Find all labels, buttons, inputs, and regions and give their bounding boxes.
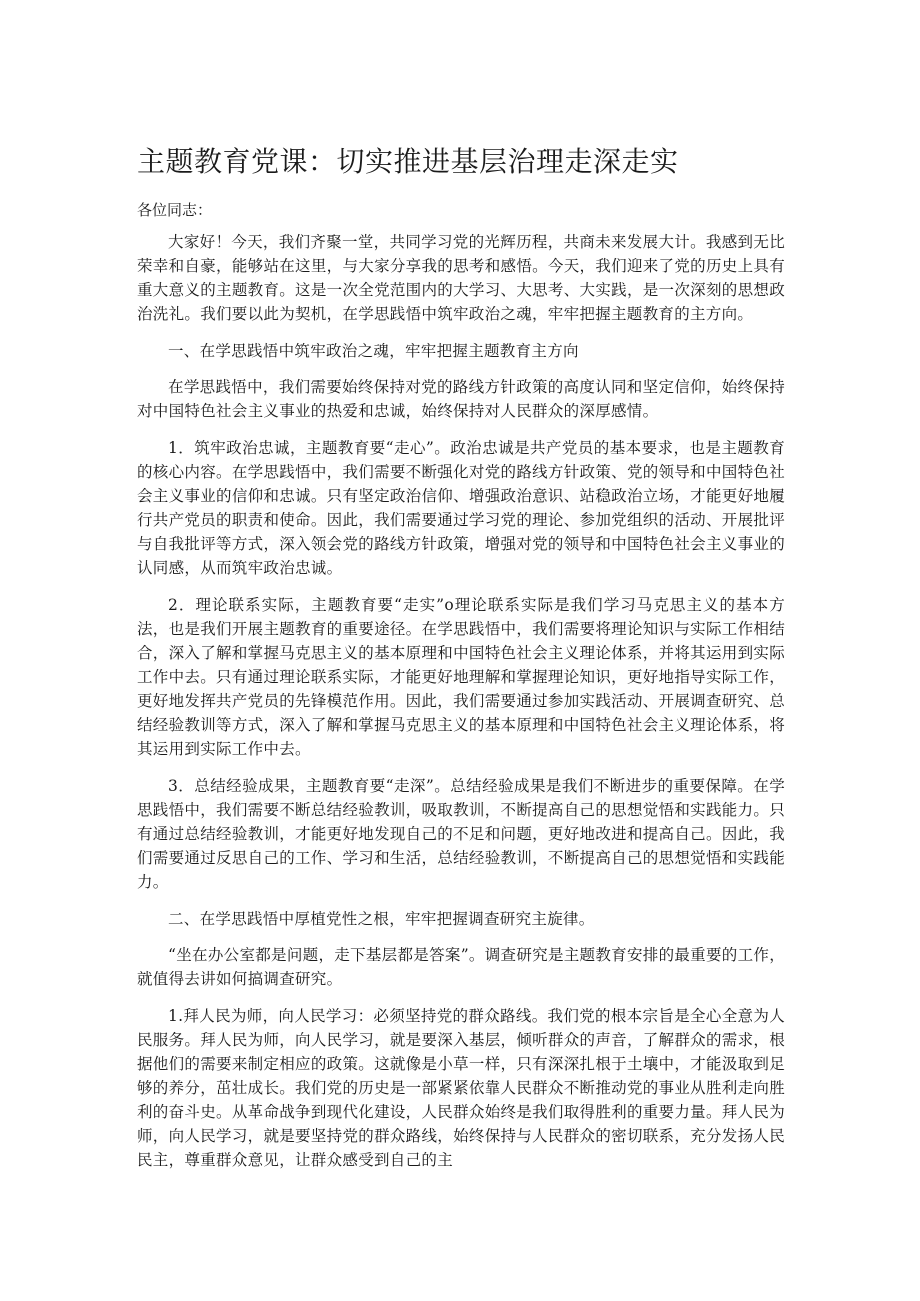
page-title: 主题教育党课：切实推进基层治理走深走实 bbox=[137, 145, 679, 178]
section-heading-2: 二、在学思践悟中厚植党性之根，牢牢把握调查研究主旋律。 bbox=[168, 910, 595, 928]
paragraph-point-2: 2．理论联系实际，主题教育要“走实”o理论联系实际是我们学习马克思主义的基本方法，也是我们开展主题教育的重要途径。在学思践悟中，我们需要将理论知识与实际工作相结合，深入了解和掌握马克思主义的基本原理和中国特色社会主义理论体系，并将其运用到实际工作中去。只有通过理论联系实际，才能更好地理解和掌握理论知识，更好地指导实际工作，更好地发挥共产党员的先锋模范作用。因此，我们需要通过参加实践活动、开展调查研究、总结经验教训等方式，深入了解和掌握马克思主义的基本原理和中国特色社会主义理论体系，将其运用到实际工作中去。 bbox=[137, 596, 785, 758]
paragraph-point-3: 3．总结经验成果，主题教育要“走深”。总结经验成果是我们不断进步的重要保障。在学思践悟中，我们需要不断总结经验教训，吸取教训，不断提高自己的思想觉悟和实践能力。只有通过总结经验教训，才能更好地发现自己的不足和问题，更好地改进和提高自己。因此，我们需要通过反思自己的工作、学习和生活，总结经验教训，不断提高自己的思想觉悟和实践能力。 bbox=[137, 777, 785, 891]
paragraph-intro: 大家好！今天，我们齐聚一堂，共同学习党的光辉历程，共商未来发展大计。我感到无比荣幸和自豪，能够站在这里，与大家分享我的思考和感悟。今天，我们迎来了党的历史上具有重大意义的主题教育。这是一次全党范围内的大学习、大思考、大实践，是一次深刻的思想政治洗礼。我们要以此为契机，在学思践悟中筑牢政治之魂，牢牢把握主题教育的主方向。 bbox=[137, 233, 785, 323]
section-heading-1: 一、在学思践悟中筑牢政治之魂，牢牢把握主题教育主方向 bbox=[168, 342, 579, 360]
salutation: 各位同志： bbox=[137, 201, 213, 219]
paragraph-point-1b: 1.拜人民为师，向人民学习：必须坚持党的群众路线。我们党的根本宗旨是全心全意为人民服务。拜人民为师，向人民学习，就是要深入基层，倾听群众的声音，了解群众的需求，根据他们的需要来制定相应的政策。这就像是小草一样，只有深深扎根于土壤中，才能汲取到足够的养分，茁壮成长。我们党的历史是一部紧紧依靠人民群众不断推动党的事业从胜利走向胜利的奋斗史。从革命战争到现代化建设，人民群众始终是我们取得胜利的重要力量。拜人民为师，向人民学习，就是要坚持党的群众路线，始终保持与人民群众的密切联系，充分发扬人民民主，尊重群众意见，让群众感受到自己的主 bbox=[137, 1007, 785, 1169]
paragraph: “坐在办公室都是问题，走下基层都是答案”。调查研究是主题教育安排的最重要的工作，就值得去讲如何搞调查研究。 bbox=[137, 946, 785, 988]
paragraph: 在学思践悟中，我们需要始终保持对党的路线方针政策的高度认同和坚定信仰，始终保持对中国特色社会主义事业的热爱和忠诚，始终保持对人民群众的深厚感情。 bbox=[137, 378, 785, 420]
document-body bbox=[137, 230, 785, 1185]
paragraph-point-1: 1．筑牢政治忠诚，主题教育要“走心”。政治忠诚是共产党员的基本要求，也是主题教育的核心内容。在学思践悟中，我们需要不断强化对党的路线方针政策、党的领导和中国特色社会主义事业的信仰和忠诚。只有坚定政治信仰、增强政治意识、站稳政治立场，才能更好地履行共产党员的职责和使命。因此，我们需要通过学习党的理论、参加党组织的活动、开展批评与自我批评等方式，深入领会党的路线方针政策，增强对党的领导和中国特色社会主义事业的认同感，从而筑牢政治忠诚。 bbox=[137, 439, 785, 577]
